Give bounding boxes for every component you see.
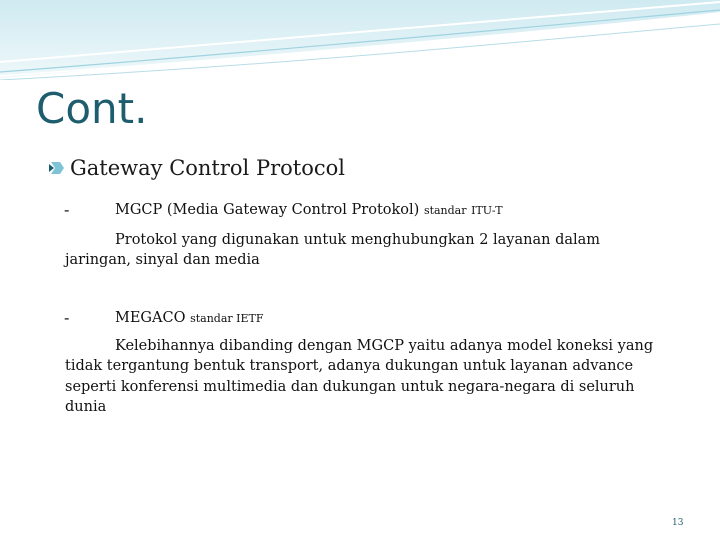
bullet-arrow-icon <box>48 159 68 177</box>
item-dash: - <box>64 200 70 219</box>
item-heading <box>115 310 264 326</box>
item-name: MEGACO <box>115 310 186 326</box>
item-org: ITU-T <box>471 204 503 217</box>
item-tag: standar IETF <box>190 312 264 325</box>
bullet-heading <box>48 156 345 180</box>
item-description-text: Kelebihannya dibanding dengan MGCP yaitu adanya model koneksi yang tidak tergantung bentuk transport, adanya dukungan untuk layanan advance seperti konferensi multimedia dan dukungan untuk negara-negara di seluruh dunia <box>65 338 654 415</box>
item-description-text: Protokol yang digunakan untuk menghubungkan 2 layanan dalam jaringan, sinyal dan media <box>65 232 601 269</box>
item-heading <box>115 202 503 218</box>
header-wave-decoration <box>0 0 720 80</box>
bullet-heading-text: Gateway Control Protocol <box>70 156 345 180</box>
item-dash: - <box>64 308 70 327</box>
slide-title: Cont. <box>36 84 148 133</box>
item-description <box>65 336 680 417</box>
item-name: MGCP (Media Gateway Control Protokol) <box>115 202 420 218</box>
item-description <box>65 230 665 271</box>
page-number: 13 <box>672 518 684 528</box>
item-tag: standar <box>423 204 467 217</box>
